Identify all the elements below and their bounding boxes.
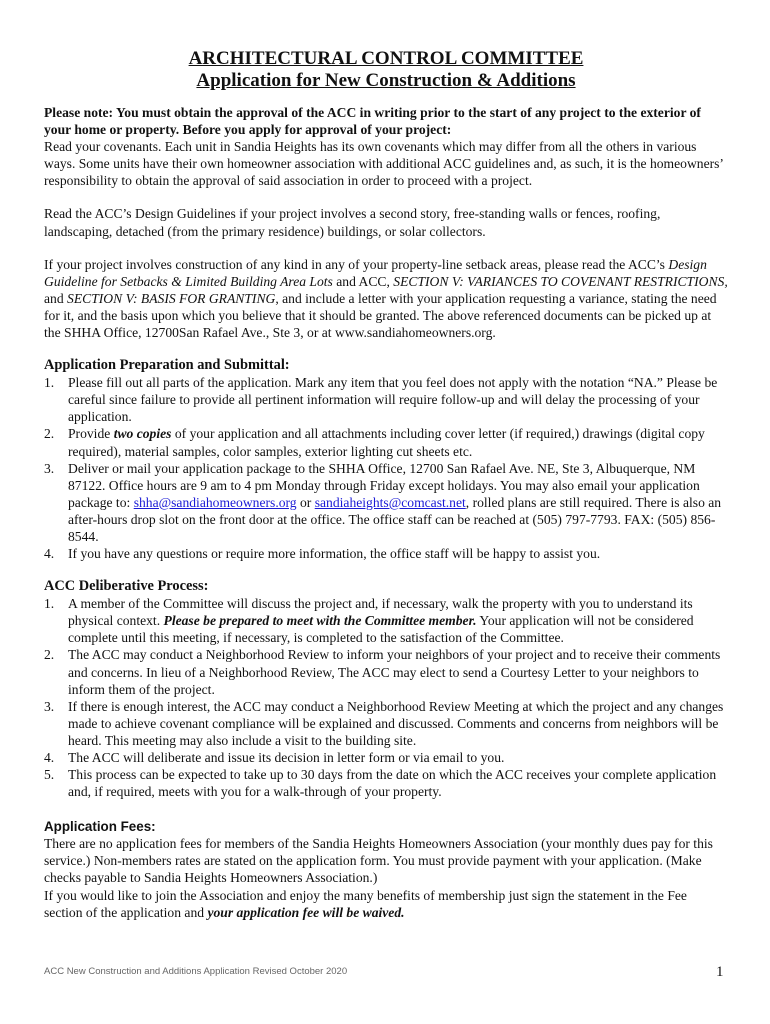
intro-covenants: Read your covenants. Each unit in Sandia Heights has its own covenants which may differ from all the others in various ways. Some units have their own homeowner association with additional ACC guidelines and, as such, it is the homeowners’ responsibility to obtain the approval of said association in order to proceed with a project. [44, 139, 723, 189]
delib-list [44, 595, 728, 800]
list-item: 2. The ACC may conduct a Neighborhood Review to inform your neighbors of your project and to receive their comments and concerns. In lieu of a Neighborhood Review, The ACC may elect to send a Courtesy Letter to your neighbors to inform them of the project. [44, 647, 721, 697]
list-item: 1. A member of the Committee will discuss the project and, if necessary, walk the property with you to understand its physical context. Please be prepared to meet with the Committee member. Your application will not be considered complete until this meeting, if necessary, is completed to the satisfaction of the Committee. [44, 596, 694, 646]
intro-design-guidelines: Read the ACC’s Design Guidelines if your project involves a second story, free-standing walls or fences, roofing, landscaping, detached (from the primary residence) buildings, or solar collectors. [44, 206, 661, 239]
fees-membership: If you would like to join the Association and enjoy the many benefits of membership just sign the statement in the Fee section of the application and your application fee will be waived. [44, 887, 687, 920]
delib-heading: ACC Deliberative Process: [44, 578, 209, 595]
title-committee: ARCHITECTURAL CONTROL COMMITTEE [188, 48, 584, 69]
prep-list [44, 374, 728, 562]
list-item: 5. This process can be expected to take up to 30 days from the date on which the ACC receives your complete application and, if required, meets with you for a walk-through of your property. [44, 767, 717, 800]
list-item: 2. Provide two copies of your application and all attachments including cover letter (if required,) drawings (digital copy required), material samples, color samples, exterior lighting cut sheets etc. [44, 426, 705, 459]
email-link-comcast[interactable]: sandiaheights@comcast.net [314, 494, 466, 510]
email-link-shha[interactable]: shha@sandiahomeowners.org [133, 494, 297, 510]
document-page [44, 48, 728, 921]
title-application: Application for New Construction & Additions [196, 70, 576, 91]
list-item: 3. If there is enough interest, the ACC may conduct a Neighborhood Review Meeting at which the project and any changes made to achieve covenant compliance will be explained and discussed. Comments and concerns from neighbors will be heard. This meeting may also include a visit to the building site. [44, 698, 724, 748]
intro-setbacks: If your project involves construction of any kind in any of your property-line setback areas, please read the ACC’s Design Guideline for Setbacks & Limited Building Area Lots and ACC, SECTION V: VARIANCES TO COVENANT RESTRICTIONS, and SECTION V: BASIS FOR GRANTING, and include a letter with your application requesting a variance, stating the need for it, and the basis upon which you believe that it should be granted. The above referenced documents can be picked up at the SHHA Office, 12700San Rafael Ave., Ste 3, or at www.sandiahomeowners.org. [44, 256, 728, 341]
list-item: 4. If you have any questions or require more information, the office staff will be happy to assist you. [44, 546, 601, 562]
list-item: 1. Please fill out all parts of the application. Mark any item that you feel does not apply with the notation “NA.” Please be careful since failure to provide all pertinent information will require follow-up and will delay the processing of your application. [44, 375, 718, 425]
list-item: 3. Deliver or mail your application package to the SHHA Office, 12700 San Rafael Ave. NE, Ste 3, Albuquerque, NM 87122. Office hours are 9 am to 4 pm Monday through Friday except holidays. You may also email your application package to: shha@sandiahomeowners.org or sandiaheights@comcast.net, rolled plans are still required. There is also an after-hours drop slot on the front door at the office. The office staff can be reached at (505) 797-7793. FAX: (505) 856-8544. [44, 460, 722, 544]
fees-heading: Application Fees: [44, 819, 156, 835]
prep-heading: Application Preparation and Submittal: [44, 357, 290, 374]
footer-text: ACC New Construction and Additions Application Revised October 2020 [44, 966, 348, 977]
intro-note: Please note: You must obtain the approval of the ACC in writing prior to the start of any project to the exterior of your home or property. Before you apply for approval of your project: [44, 105, 701, 138]
list-item: 4. The ACC will deliberate and issue its decision in letter form or via email to you. [44, 750, 505, 765]
fees-text: There are no application fees for members of the Sandia Heights Homeowners Association (your monthly dues pay for this service.) Non-members rates are stated on the application form. You must provide payment with your application. (Make checks payable to Sandia Heights Homeowners Association.) [44, 836, 713, 886]
page-number: 1 [716, 964, 724, 980]
